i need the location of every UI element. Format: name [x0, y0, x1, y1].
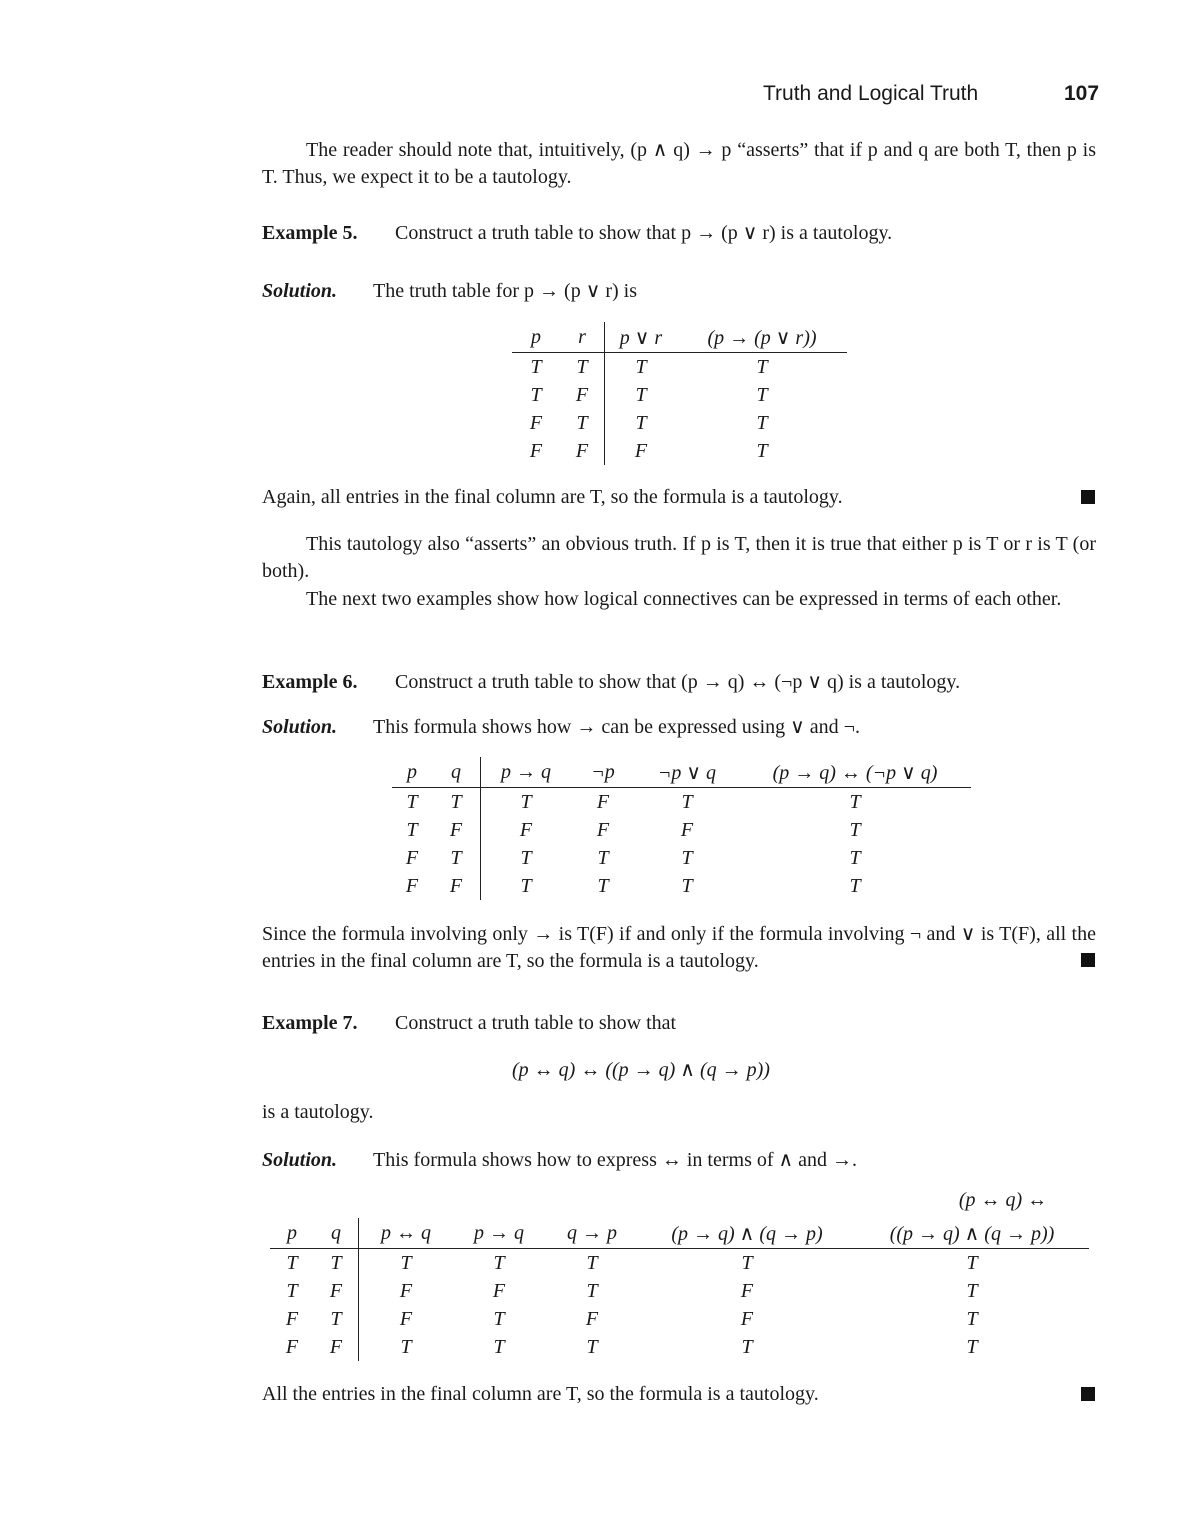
- example-5: [262, 220, 892, 245]
- table-cell: T: [586, 1335, 598, 1358]
- table-cell: T: [520, 846, 532, 869]
- table-cell: T: [400, 1335, 412, 1358]
- table-cell: F: [399, 1279, 413, 1302]
- table-header-cell: p: [392, 757, 432, 788]
- table-header-cell: p: [512, 322, 560, 353]
- solution-label: Solution.: [262, 716, 338, 738]
- table-cell: T: [741, 1335, 753, 1358]
- qed-square-icon: [1081, 1387, 1095, 1401]
- table-cell: T: [520, 790, 532, 813]
- table-cell: F: [634, 439, 648, 462]
- table-cell: T: [406, 818, 418, 841]
- paragraph-obvious-truth: This tautology also “asserts” an obvious truth. If p is T, then it is true that either p is T or r is T (or both).: [262, 533, 1096, 582]
- table-cell: T: [849, 846, 861, 869]
- paragraph-next-examples: The next two examples show how logical connectives can be expressed in terms of each other.: [306, 588, 1062, 610]
- table-header-cell: p ↔ q: [359, 1218, 454, 1249]
- table-cell: F: [596, 790, 610, 813]
- table-row: [270, 1249, 1089, 1278]
- example-6-conclusion: Since the formula involving only → is T(F) if and only if the formula involving ¬ and ∨ is T(F), all the entries in the final column are T, so the formula is a tautology.: [262, 923, 1096, 972]
- solution-text: This formula shows how → can be expressed using ∨ and ¬.: [373, 716, 860, 738]
- table-cell: T: [432, 788, 481, 817]
- table-cell: T: [586, 1279, 598, 1302]
- example-6-label: Example 6.: [262, 671, 358, 693]
- table-cell: T: [635, 355, 647, 378]
- example-7-after: is a tautology.: [262, 1101, 374, 1123]
- table-row: [392, 816, 971, 844]
- qed-square-icon: [1081, 953, 1095, 967]
- table-cell: T: [530, 355, 542, 378]
- table-cell: F: [560, 381, 605, 409]
- example-7-formula: (p ↔ q) ↔ ((p → q) ∧ (q → p)): [512, 1059, 770, 1081]
- table-cell: T: [560, 409, 605, 437]
- table-cell: F: [529, 411, 543, 434]
- table-cell: F: [405, 874, 419, 897]
- table-cell: T: [966, 1251, 978, 1274]
- table-cell: T: [849, 874, 861, 897]
- table-row: [512, 381, 847, 409]
- table-cell: T: [586, 1251, 598, 1274]
- table-header-cell: q: [432, 757, 481, 788]
- table-cell: F: [529, 439, 543, 462]
- table-cell: T: [966, 1307, 978, 1330]
- table-header-cell: ¬p: [571, 757, 635, 788]
- table-header-cell: q: [314, 1218, 359, 1249]
- table-header-row: [392, 757, 971, 788]
- table-cell: T: [849, 790, 861, 813]
- table-cell: F: [285, 1307, 299, 1330]
- page-number: 107: [1064, 82, 1100, 105]
- table-cell: T: [597, 874, 609, 897]
- table-cell: T: [681, 790, 693, 813]
- table-cell: F: [560, 437, 605, 465]
- solution-text: The truth table for p → (p ∨ r) is: [373, 280, 638, 302]
- table-cell: T: [681, 846, 693, 869]
- table-cell: T: [286, 1279, 298, 1302]
- table-row: [392, 788, 971, 817]
- table-header-row: [512, 322, 847, 353]
- example-5-conclusion: Again, all entries in the final column are T, so the formula is a tautology.: [262, 486, 843, 508]
- intro-paragraph: The reader should note that, intuitively, (p ∧ q) → p “asserts” that if p and q are both T, then p is T. Thus, we expect it to be a tautology.: [262, 139, 1096, 188]
- table-header-cell: p: [270, 1218, 314, 1249]
- solution-label: Solution.: [262, 280, 338, 302]
- example-6-statement: Construct a truth table to show that (p → q) ↔ (¬p ∨ q) is a tautology.: [395, 671, 961, 693]
- truth-table-example-7: [270, 1218, 1089, 1361]
- table-cell: T: [432, 844, 481, 872]
- table-cell: T: [635, 411, 647, 434]
- table-header-cell: r: [560, 322, 605, 353]
- example-7: [262, 1012, 676, 1035]
- table-cell: F: [740, 1279, 754, 1302]
- table-cell: T: [681, 874, 693, 897]
- table-cell: T: [756, 355, 768, 378]
- table-header-cell: ¬p ∨ q: [635, 757, 739, 788]
- example-5-statement: Construct a truth table to show that p → (p ∨ r) is a tautology.: [395, 222, 893, 244]
- table-cell: T: [406, 790, 418, 813]
- example-6-solution: [262, 714, 860, 739]
- table-cell: T: [560, 353, 605, 382]
- example-7-statement: Construct a truth table to show that: [395, 1012, 677, 1034]
- table-cell: F: [314, 1333, 359, 1361]
- table-cell: T: [635, 383, 647, 406]
- table-header-cell: q → p: [545, 1218, 639, 1249]
- table-row: [270, 1333, 1089, 1361]
- example-5-solution: [262, 278, 637, 303]
- table-row: [392, 872, 971, 900]
- qed-square-icon: [1081, 490, 1095, 504]
- table-cell: T: [314, 1305, 359, 1333]
- table-cell: T: [493, 1251, 505, 1274]
- table-cell: T: [849, 818, 861, 841]
- table-cell: F: [680, 818, 694, 841]
- example-6: [262, 669, 960, 694]
- truth-table-example-6: [392, 757, 971, 900]
- table-cell: F: [432, 816, 481, 844]
- table-cell: T: [493, 1335, 505, 1358]
- table-cell: F: [596, 818, 610, 841]
- table-cell: T: [286, 1251, 298, 1274]
- table-header-top-line: (p ↔ q) ↔: [958, 1189, 1048, 1211]
- solution-label: Solution.: [262, 1149, 338, 1171]
- table-cell: T: [966, 1335, 978, 1358]
- table-header-cell: p → q: [453, 1218, 545, 1249]
- table-row: [270, 1305, 1089, 1333]
- table-cell: T: [597, 846, 609, 869]
- running-header-title: Truth and Logical Truth: [763, 82, 979, 105]
- table-cell: F: [285, 1335, 299, 1358]
- table-row: [512, 437, 847, 465]
- table-row: [512, 353, 847, 382]
- table-cell: T: [966, 1279, 978, 1302]
- table-cell: T: [314, 1249, 359, 1278]
- table-header-cell: p → q: [481, 757, 572, 788]
- table-cell: T: [741, 1251, 753, 1274]
- truth-table-example-5: [512, 322, 847, 465]
- example-7-label: Example 7.: [262, 1012, 358, 1034]
- example-7-conclusion: All the entries in the final column are T, so the formula is a tautology.: [262, 1383, 819, 1405]
- table-cell: F: [585, 1307, 599, 1330]
- table-cell: F: [405, 846, 419, 869]
- example-5-label: Example 5.: [262, 222, 358, 244]
- table-header-cell: p ∨ r: [605, 322, 678, 353]
- table-cell: F: [314, 1277, 359, 1305]
- table-cell: T: [756, 383, 768, 406]
- table-row: [270, 1277, 1089, 1305]
- example-7-solution: [262, 1147, 857, 1172]
- table-cell: F: [492, 1279, 506, 1302]
- table-cell: T: [400, 1251, 412, 1274]
- table-cell: T: [756, 411, 768, 434]
- table-cell: T: [493, 1307, 505, 1330]
- table-cell: T: [530, 383, 542, 406]
- table-cell: T: [756, 439, 768, 462]
- table-header-row: [270, 1218, 1089, 1249]
- table-header-cell: (p → q) ↔ (¬p ∨ q): [739, 757, 971, 788]
- table-row: [392, 844, 971, 872]
- table-cell: F: [519, 818, 533, 841]
- table-header-cell: (p → q) ∧ (q → p): [639, 1218, 855, 1249]
- table-header-cell: (p → (p ∨ r)): [677, 322, 847, 353]
- table-cell: T: [520, 874, 532, 897]
- table-header-cell: ((p → q) ∧ (q → p)): [855, 1218, 1089, 1249]
- solution-text: This formula shows how to express ↔ in terms of ∧ and →.: [373, 1149, 858, 1171]
- table-cell: F: [740, 1307, 754, 1330]
- table-cell: F: [399, 1307, 413, 1330]
- table-row: [512, 409, 847, 437]
- table-cell: F: [432, 872, 481, 900]
